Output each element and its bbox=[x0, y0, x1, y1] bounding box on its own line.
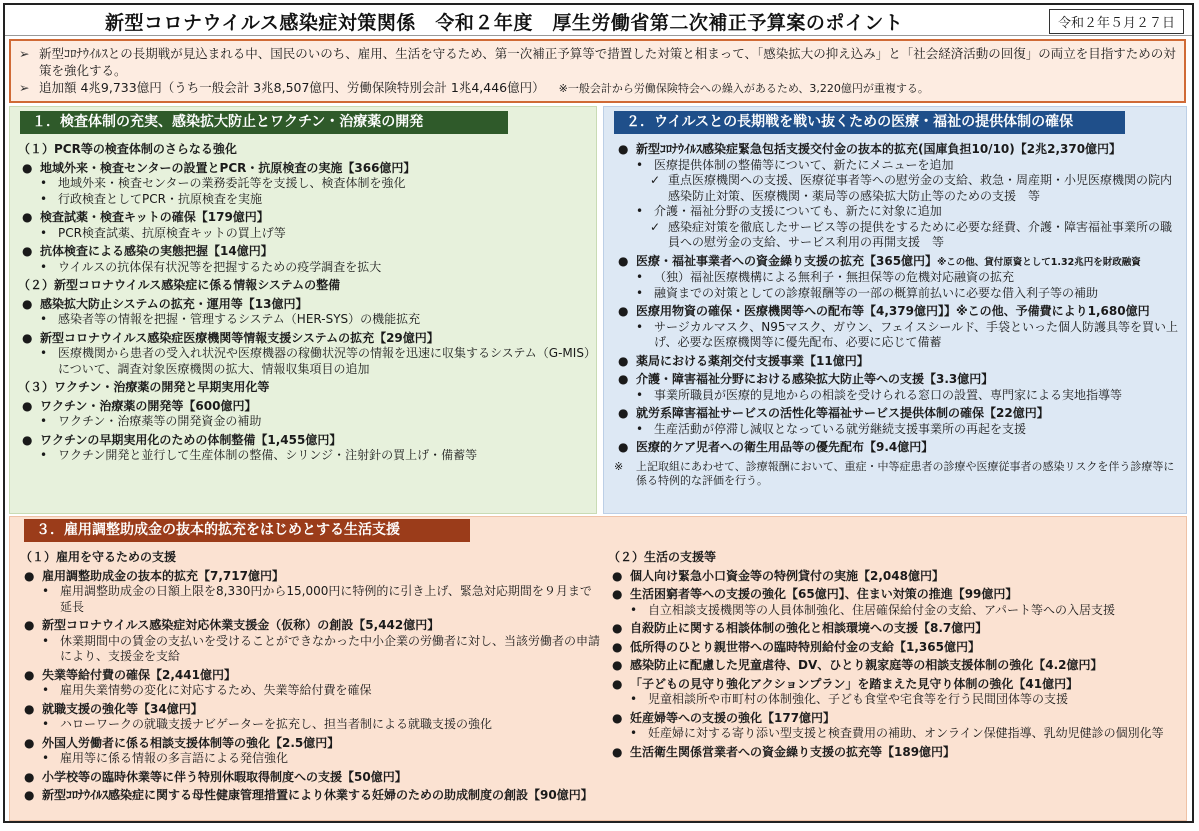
check-icon: ✓ bbox=[650, 173, 661, 187]
detail-item bbox=[40, 448, 590, 464]
bullet-icon: ● bbox=[612, 658, 623, 672]
list-item bbox=[608, 745, 1183, 761]
item-text: 新型ｺﾛﾅｳｲﾙｽ感染症緊急包括支援交付金の抜本的拡充(国庫負担10/10)【2兆2,370億円】 bbox=[636, 142, 1122, 156]
section-3-panel bbox=[9, 516, 1187, 821]
dot-icon: • bbox=[40, 259, 48, 274]
bullet-icon: ● bbox=[24, 701, 35, 716]
section-2-content bbox=[614, 139, 1182, 488]
list-item bbox=[20, 668, 600, 684]
summary-note: ※一般会計から労働保険特会への繰入があるため、3,220億円が重複する。 bbox=[558, 82, 929, 95]
bullet-icon: ● bbox=[612, 621, 623, 635]
detail-item bbox=[40, 346, 590, 377]
list-item bbox=[20, 788, 600, 804]
item-text: ワクチン・治療薬の開発等【600億円】 bbox=[40, 398, 257, 413]
detail-item bbox=[42, 751, 600, 767]
subsection-title: （１）PCR等の検査体制のさらなる強化 bbox=[18, 142, 237, 156]
check-item bbox=[650, 220, 1182, 251]
item-text: 医療・福祉事業者への資金繰り支援の拡充【365億円】 bbox=[636, 253, 938, 268]
subsection-title: （２）生活の支援等 bbox=[608, 550, 717, 564]
section-3-left-column bbox=[20, 547, 600, 804]
section-1-panel bbox=[9, 106, 597, 514]
detail-item bbox=[40, 312, 590, 328]
detail-item bbox=[42, 584, 600, 615]
bullet-icon: ● bbox=[22, 398, 33, 413]
item-text: 外国人労働者に係る相談支援体制等の強化【2.5億円】 bbox=[42, 735, 340, 750]
detail-item bbox=[636, 388, 1182, 404]
bullet-icon: ● bbox=[618, 142, 629, 156]
list-item bbox=[18, 399, 590, 415]
dot-icon: • bbox=[630, 726, 638, 740]
date-badge: 令和２年５月２７日 bbox=[1049, 9, 1184, 34]
dot-icon: • bbox=[42, 717, 50, 731]
bullet-icon: ● bbox=[24, 735, 35, 750]
detail-item bbox=[40, 192, 590, 208]
detail-item bbox=[42, 634, 600, 665]
list-item bbox=[608, 711, 1183, 727]
item-text: 低所得のひとり親世帯への臨時特別給付金の支給【1,365億円】 bbox=[630, 639, 980, 654]
detail-text: ウイルスの抗体保有状況等を把握するための疫学調査を拡大 bbox=[58, 259, 382, 274]
detail-text: 医療機関から患者の受入れ状況や医療機器の稼働状況等の情報を迅速に収集するシステム（G-MIS）について、調査対象医療機関の拡大、情報収集項目の追加 bbox=[58, 346, 590, 376]
detail-item bbox=[40, 414, 590, 430]
bullet-icon: ● bbox=[22, 210, 33, 224]
detail-text: 雇用調整助成金の日額上限を8,330円から15,000円に特例的に引き上げ、緊急対応期間を９月まで延長 bbox=[60, 584, 592, 614]
remark-note bbox=[614, 460, 1182, 488]
list-item bbox=[18, 331, 590, 347]
list-item bbox=[614, 254, 1182, 271]
check-text: 重点医療機関への支援、医療従事者等への慰労金の支給、救急・周産期・小児医療機関の院内感染防止対策、医療機関・薬局等の感染拡大防止等のための支援 等 bbox=[668, 173, 1173, 203]
bullet-icon: ● bbox=[618, 304, 629, 318]
bullet-icon: ● bbox=[612, 587, 623, 601]
list-item bbox=[614, 142, 1182, 158]
dot-icon: • bbox=[636, 421, 644, 436]
bullet-icon: ● bbox=[618, 253, 629, 268]
detail-item bbox=[630, 692, 1183, 708]
page-title: 新型コロナウイルス感染症対策関係 令和２年度 厚生労働省第二次補正予算案のポイント bbox=[105, 12, 904, 34]
bullet-icon: ● bbox=[24, 667, 35, 682]
bullet-icon: ● bbox=[612, 744, 623, 759]
item-text: ワクチンの早期実用化のための体制整備【1,455億円】 bbox=[40, 432, 342, 447]
item-text: 就労系障害福祉サービスの活性化等福祉サービス提供体制の確保【22億円】 bbox=[636, 406, 1049, 420]
list-item bbox=[20, 702, 600, 718]
detail-text: ワクチン開発と並行して生産体制の整備、シリンジ・注射針の買上げ・備蓄等 bbox=[58, 448, 478, 462]
bullet-icon: ● bbox=[24, 788, 35, 802]
dot-icon: • bbox=[630, 602, 638, 617]
item-text: 検査試薬・検査キットの確保【179億円】 bbox=[40, 210, 269, 224]
section-1-title: １．検査体制の充実、感染拡大防止とワクチン・治療薬の開発 bbox=[20, 111, 508, 134]
summary-row-1 bbox=[19, 45, 1176, 79]
bullet-icon: ● bbox=[22, 296, 33, 311]
detail-text: 雇用等に係る情報の多言語による発信強化 bbox=[60, 751, 289, 765]
subsection-title: （３）ワクチン・治療薬の開発と早期実用化等 bbox=[18, 380, 270, 394]
list-item bbox=[608, 677, 1183, 693]
item-text: 医療用物資の確保・医療機関等への配布等【4,379億円】】※この他、予備費により1,680億円 bbox=[636, 304, 1150, 318]
detail-text: サージカルマスク、N95マスク、ガウン、フェイスシールド、手袋といった個人防護具等を買い上げ、必要な医療機関等に優先配布、必要に応じて備蓄 bbox=[654, 319, 1179, 349]
check-text: 感染症対策を徹底したサービス等の提供をするために必要な経費、介護・障害福祉事業所の職員への慰労金の支給、サービス利用の再開支援 等 bbox=[668, 219, 1173, 249]
item-text: 新型ｺﾛﾅｳｲﾙｽ感染症に関する母性健康管理措置により休業する妊婦のための助成制度の創設【90億円】 bbox=[42, 788, 593, 802]
list-item bbox=[608, 569, 1183, 585]
item-text: 個人向け緊急小口資金等の特例貸付の実施【2,048億円】 bbox=[630, 568, 944, 583]
bullet-icon: ● bbox=[22, 160, 33, 175]
detail-text: ワクチン・治療薬等の開発資金の補助 bbox=[58, 414, 262, 428]
bullet-icon: ● bbox=[618, 372, 629, 386]
remark-mark: ※ bbox=[614, 459, 624, 473]
item-text: 地域外来・検査センターの設置とPCR・抗原検査の実施【366億円】 bbox=[40, 160, 416, 175]
list-item bbox=[18, 210, 590, 226]
dot-icon: • bbox=[630, 692, 638, 706]
list-item bbox=[18, 297, 590, 313]
section-3-title: ３．雇用調整助成金の抜本的拡充をはじめとする生活支援 bbox=[24, 519, 470, 542]
item-text: 感染拡大防止システムの拡充・運用等【13億円】 bbox=[40, 296, 308, 311]
summary-row-2 bbox=[19, 79, 1176, 97]
detail-item bbox=[630, 726, 1183, 742]
item-text: 自殺防止に関する相談体制の強化と相談環境への支援【8.7億円】 bbox=[630, 621, 988, 635]
list-item bbox=[20, 618, 600, 634]
detail-text: 妊産婦に対する寄り添い型支援と検査費用の補助、オンライン保健指導、乳幼児健診の個別化等 bbox=[648, 726, 1164, 740]
detail-text: 事業所職員が医療的見地からの相談を受けられる窓口の設置、専門家による実地指導等 bbox=[654, 387, 1123, 402]
dot-icon: • bbox=[636, 285, 644, 300]
item-note: ※この他、貸付原資として1.32兆円を財政融資 bbox=[937, 256, 1141, 268]
item-text: 妊産婦等への支援の強化【177億円】 bbox=[630, 710, 836, 725]
dot-icon: • bbox=[42, 633, 50, 648]
bullet-icon: ● bbox=[24, 769, 35, 784]
detail-text: 自立相談支援機関等の人員体制強化、住居確保給付金の支給、アパート等への入居支援 bbox=[648, 602, 1116, 617]
detail-text: 雇用失業情勢の変化に対応するため、失業等給付費を確保 bbox=[60, 683, 372, 697]
detail-text: （独）福祉医療機構による無利子・無担保等の危機対応融資の拡充 bbox=[654, 270, 1015, 284]
item-text: 「子どもの見守り強化アクションプラン」を踏まえた見守り体制の強化【41億円】 bbox=[630, 676, 1079, 691]
list-item bbox=[18, 244, 590, 260]
detail-item bbox=[40, 176, 590, 192]
detail-text: PCR検査試薬、抗原検査キットの買上げ等 bbox=[58, 225, 286, 240]
document-page bbox=[3, 3, 1194, 823]
bullet-icon: ● bbox=[612, 568, 623, 583]
remark-text: 上記取組にあわせて、診療報酬において、重症・中等症患者の診療や医療従事者の感染リスクを伴う診療等に係る特例的な評価を行う。 bbox=[636, 459, 1175, 487]
detail-text: 地域外来・検査センターの業務委託等を支援し、検査体制を強化 bbox=[58, 176, 406, 190]
bullet-icon: ● bbox=[612, 676, 623, 691]
list-item bbox=[20, 736, 600, 752]
detail-item bbox=[42, 717, 600, 733]
list-item bbox=[608, 621, 1183, 637]
list-item bbox=[614, 304, 1182, 320]
list-item bbox=[608, 658, 1183, 674]
list-item bbox=[18, 433, 590, 449]
list-item bbox=[614, 372, 1182, 388]
list-item bbox=[614, 406, 1182, 422]
detail-item bbox=[630, 603, 1183, 619]
detail-item bbox=[636, 204, 1182, 220]
summary-total-block bbox=[39, 79, 1176, 97]
detail-text: 生産活動が停滞し減収となっている就労継続支援事業所の再起を支援 bbox=[654, 421, 1027, 436]
detail-item bbox=[636, 270, 1182, 286]
check-icon: ✓ bbox=[650, 219, 661, 234]
item-text: 失業等給付費の確保【2,441億円】 bbox=[42, 667, 236, 682]
subsection-title: （２）新型コロナウイルス感染症に係る情報システムの整備 bbox=[18, 278, 341, 292]
subsection-title: （１）雇用を守るための支援 bbox=[20, 550, 177, 564]
section-2-title: ２．ウイルスとの長期戦を戦い抜くための医療・福祉の提供体制の確保 bbox=[614, 111, 1125, 134]
bullet-icon: ● bbox=[24, 568, 35, 583]
dot-icon: • bbox=[40, 414, 48, 428]
detail-item bbox=[40, 260, 590, 276]
summary-text-2: 追加額 4兆9,733億円（うち一般会計 3兆8,507億円、労働保険特別会計 1兆4,446億円） bbox=[39, 80, 545, 95]
item-text: 薬局における薬剤交付支援事業【11億円】 bbox=[636, 353, 869, 368]
item-text: 抗体検査による感染の実態把握【14億円】 bbox=[40, 244, 273, 258]
list-item bbox=[608, 587, 1183, 603]
detail-text: 介護・福祉分野の支援についても、新たに対象に追加 bbox=[654, 204, 942, 218]
item-text: 生活衛生関係営業者への資金繰り支援の拡充等【189億円】 bbox=[630, 744, 956, 759]
dot-icon: • bbox=[636, 204, 644, 218]
bullet-icon: ● bbox=[618, 406, 629, 420]
item-text-block bbox=[636, 254, 1182, 271]
dot-icon: • bbox=[40, 312, 48, 326]
list-item bbox=[20, 569, 600, 585]
dot-icon: • bbox=[636, 387, 644, 402]
check-item bbox=[650, 173, 1182, 204]
dot-icon: • bbox=[636, 270, 644, 284]
bullet-icon: ● bbox=[22, 244, 33, 258]
detail-text: ハローワークの就職支援ナビゲーターを拡充し、担当者制による就職支援の強化 bbox=[60, 717, 493, 731]
dot-icon: • bbox=[40, 225, 48, 240]
item-text: 新型コロナウイルス感染症医療機関等情報支援システムの拡充【29億円】 bbox=[40, 330, 439, 345]
bullet-icon: ● bbox=[24, 618, 35, 632]
bullet-icon: ● bbox=[22, 432, 33, 447]
list-item bbox=[614, 440, 1182, 456]
dot-icon: • bbox=[40, 176, 48, 190]
detail-item bbox=[636, 320, 1182, 351]
list-item bbox=[20, 770, 600, 786]
arrow-bullet-icon: ➢ bbox=[19, 80, 30, 95]
detail-item bbox=[42, 683, 600, 699]
detail-text: 医療提供体制の整備等について、新たにメニューを追加 bbox=[654, 157, 954, 172]
arrow-bullet-icon: ➢ bbox=[19, 46, 30, 61]
item-text: 小学校等の臨時休業等に伴う特別休暇取得制度への支援【50億円】 bbox=[42, 769, 407, 784]
dot-icon: • bbox=[42, 584, 50, 598]
dot-icon: • bbox=[636, 157, 644, 172]
detail-text: 融資までの対策としての診療報酬等の一部の概算前払いに必要な借入利子等の補助 bbox=[654, 285, 1099, 300]
title-bar bbox=[5, 5, 1192, 36]
dot-icon: • bbox=[42, 683, 50, 697]
dot-icon: • bbox=[40, 448, 48, 462]
item-text: 介護・障害福祉分野における感染拡大防止等への支援【3.3億円】 bbox=[636, 372, 994, 386]
detail-text: 休業期間中の賃金の支払いを受けることができなかった中小企業の労働者に対し、当該労働者の申請により、支援金を支給 bbox=[60, 633, 601, 663]
summary-box bbox=[9, 39, 1186, 103]
detail-text: 感染者等の情報を把握・管理するシステム（HER-SYS）の機能拡充 bbox=[58, 312, 421, 326]
section-1-content bbox=[18, 139, 590, 464]
item-text: 生活困窮者等への支援の強化【65億円】、住まい対策の推進【99億円】 bbox=[630, 587, 1018, 601]
list-item bbox=[18, 161, 590, 177]
bullet-icon: ● bbox=[612, 710, 623, 725]
item-text: 新型コロナウイルス感染症対応休業支援金（仮称）の創設【5,442億円】 bbox=[42, 618, 440, 632]
detail-text: 行政検査としてPCR・抗原検査を実施 bbox=[58, 191, 262, 206]
dot-icon: • bbox=[40, 191, 48, 206]
bullet-icon: ● bbox=[22, 330, 33, 345]
detail-item bbox=[40, 226, 590, 242]
item-text: 医療的ケア児者への衛生用品等の優先配布【9.4億円】 bbox=[636, 440, 934, 454]
section-2-panel bbox=[603, 106, 1187, 514]
bullet-icon: ● bbox=[618, 353, 629, 368]
list-item bbox=[614, 354, 1182, 370]
section-3-right-column bbox=[608, 547, 1183, 760]
summary-text-1: 新型ｺﾛﾅｳｲﾙｽとの長期戦が見込まれる中、国民のいのち、雇用、生活を守るため、第一次補正予算等で措置した対策と相まって、「感染拡大の抑え込み」と「社会経済活動の回復」の両立を目指すための対策を強化する。 bbox=[39, 46, 1176, 78]
detail-item bbox=[636, 422, 1182, 438]
detail-text: 児童相談所や市町村の体制強化、子ども食堂や宅食等を行う民間団体等の支援 bbox=[648, 692, 1069, 706]
item-text: 就職支援の強化等【34億円】 bbox=[42, 701, 203, 716]
item-text: 感染防止に配慮した児童虐待、DV、ひとり親家庭等の相談支援体制の強化【4.2億円】 bbox=[630, 658, 1103, 672]
list-item bbox=[608, 640, 1183, 656]
detail-item bbox=[636, 286, 1182, 302]
bullet-icon: ● bbox=[618, 440, 629, 454]
item-text: 雇用調整助成金の抜本的拡充【7,717億円】 bbox=[42, 568, 284, 583]
dot-icon: • bbox=[636, 319, 644, 334]
detail-item bbox=[636, 158, 1182, 174]
dot-icon: • bbox=[40, 346, 48, 360]
bullet-icon: ● bbox=[612, 639, 623, 654]
dot-icon: • bbox=[42, 751, 50, 765]
